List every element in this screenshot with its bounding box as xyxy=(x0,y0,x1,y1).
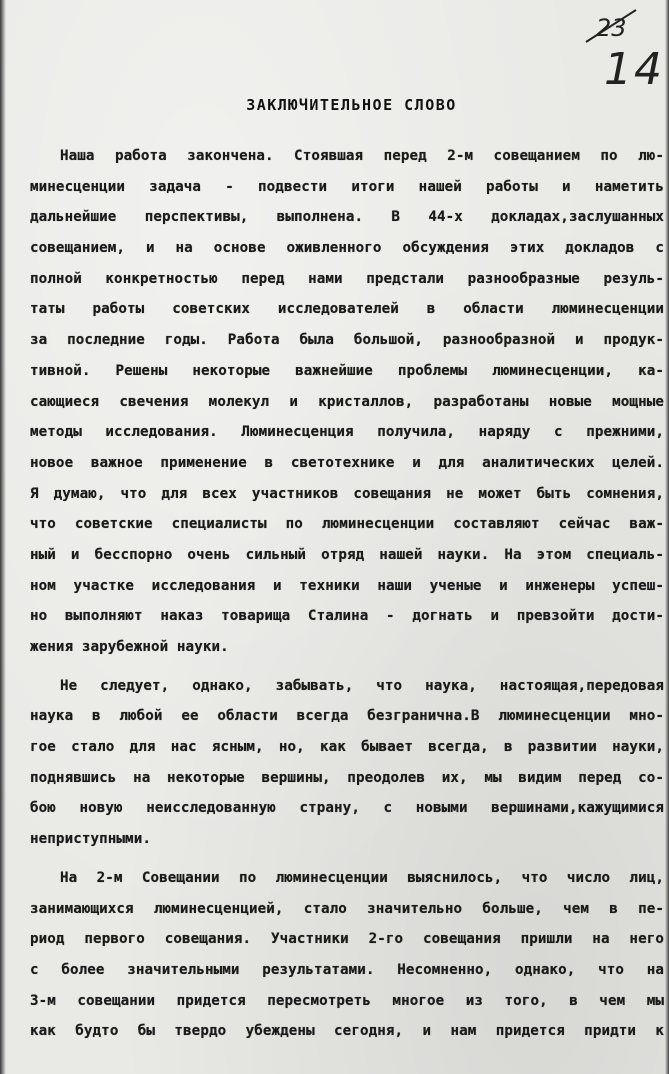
page-number-strikethrough xyxy=(586,8,587,9)
text-line: наука в любой ее области всегда безгранична.В люминесценции мно- xyxy=(30,708,664,725)
text-line: неприступными. xyxy=(30,831,151,848)
text-line: 3-м совещании придется пересмотреть многое из того, в чем мы xyxy=(30,992,664,1009)
text-line: Не следует, однако, забывать, что наука, настоящая,передовая xyxy=(60,677,664,694)
text-line: гое стало для нас ясным, но, как бывает всегда, в развитии науки, xyxy=(30,739,664,756)
text-line: Наша работа закончена. Стоявшая перед 2-м совещанием по лю- xyxy=(60,148,664,164)
scan-edge-right xyxy=(665,0,669,1074)
text-line: за последние годы. Работа была большой, разнообразной и продук- xyxy=(30,332,664,349)
text-line: совещанием, и на основе оживленного обсуждения этих докладов с xyxy=(30,240,664,257)
text-line: но выполняют наказ товарища Сталина - догнать и превзойти дости- xyxy=(30,608,664,625)
text-line: риод первого совещания. Участники 2-го совещания пришли на него xyxy=(30,931,664,948)
text-line: ный и бесспорно очень сильный отряд нашей науки. На этом специаль- xyxy=(30,546,664,563)
text-line: что советские специалисты по люминесценции составляют сейчас важ- xyxy=(30,516,664,533)
text-line: дальнейшие перспективы, выполнена. В 44-х докладах,заслушанных xyxy=(30,209,664,226)
text-line: с более значительными результатами. Несомненно, однако, что на xyxy=(30,961,664,978)
text-line: сающиеся свечения молекул и кристаллов, разработаны новые мощные xyxy=(30,393,664,410)
text-line: занимающихся люминесценцией, стало значительно больше, чем в пе- xyxy=(30,900,664,917)
text-line: методы исследования. Люминесценция получила, наряду с прежними, xyxy=(30,424,664,441)
document-body xyxy=(30,141,664,1047)
old-page-number: 23 xyxy=(596,14,627,42)
text-line: жения зарубежной науки. xyxy=(30,639,229,655)
text-line: новое важное применение в светотехнике и для аналитических целей. xyxy=(30,454,664,471)
text-line: тивной. Решены некоторые важнейшие проблемы люминесценции, ка- xyxy=(30,362,664,379)
text-line: ном участке исследования и техники наши ученые и инженеры успеш- xyxy=(30,577,664,594)
text-line: На 2-м Совещании по люминесценции выяснилось, что число лиц, xyxy=(60,869,664,886)
document-title: ЗАКЛЮЧИТЕЛЬНОЕ СЛОВО xyxy=(246,96,457,114)
text-line: Я думаю, что для всех участников совещания не может быть сомнения, xyxy=(30,485,664,502)
scan-edge-left xyxy=(0,0,6,1074)
text-line: бою новую неисследованную страну, с новыми вершинами,кажущимися xyxy=(30,800,664,817)
new-page-number: 14 xyxy=(604,44,664,95)
text-line: таты работы советских исследователей в области люминесценции xyxy=(30,301,664,318)
text-line: минесценции задача - подвести итоги нашей работы и наметить xyxy=(30,178,664,195)
text-line: поднявшись на некоторые вершины, преодолев их, мы видим перед со- xyxy=(30,769,664,786)
text-line: полной конкретностью перед нами предстали разнообразные резуль- xyxy=(30,270,664,287)
text-line: как будто бы твердо убеждены сегодня, и нам придется придти к xyxy=(30,1023,664,1040)
